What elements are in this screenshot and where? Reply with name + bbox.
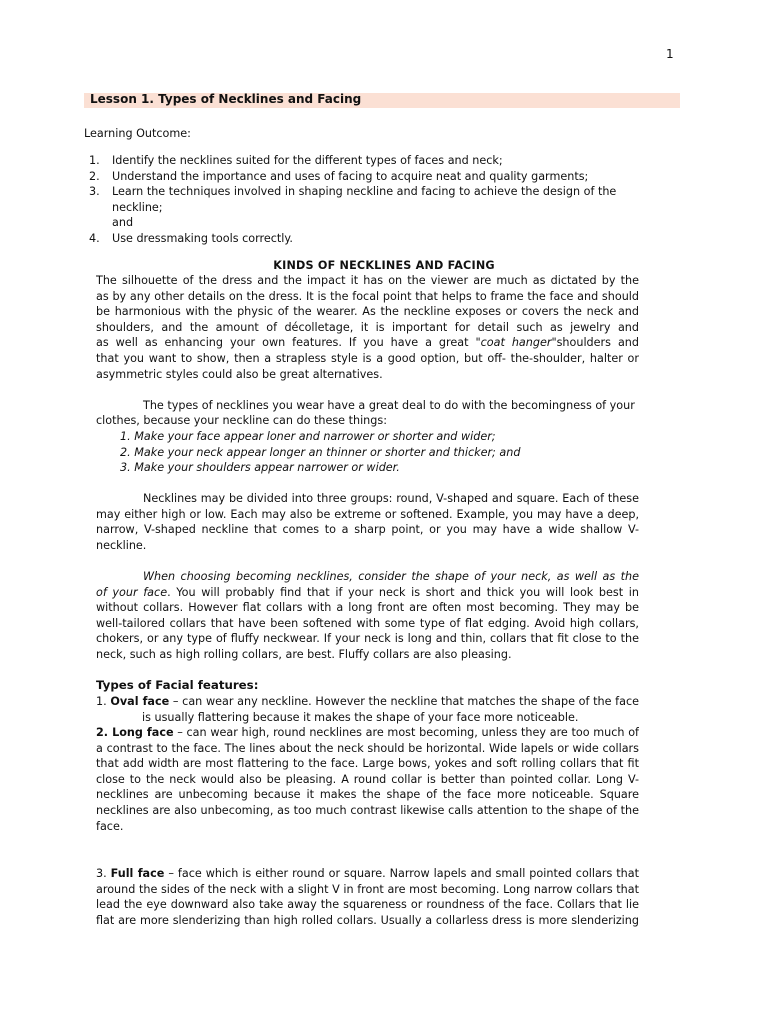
lesson-title: Lesson 1. Types of Necklines and Facing — [90, 92, 362, 106]
outcome-item: 4. Use dressmaking tools correctly. — [89, 231, 293, 245]
oval-face-entry: 1. Oval face – can wear any neckline. However the neckline that matches the shape of the face is usually flattering because it makes the shape of your face more noticeable. — [96, 695, 639, 724]
neckline-effect-item: 3. Make your shoulders appear narrower or wider. — [120, 461, 400, 474]
full-face-entry: 3. Full face – face which is either round or square. Narrow lapels and small pointed collars that around the sides of the neck with a slight V in front are most becoming. Long narrow collars that lead the eye downward also take away the squareness or roundness of the face. Collars that lie flat are more slenderizing than high rolled collars. Usually a collarless dress is more slenderizing — [96, 867, 639, 927]
paragraph-types-line1: The types of necklines you wear have a great deal to do with the becomingness of your — [143, 399, 635, 412]
paragraph-types-line2: clothes, because your neckline can do these things: — [96, 414, 387, 427]
paragraph-groups: Necklines may be divided into three groups: round, V-shaped and square. Each of these may either high or low. Each may also be extreme or softened. Example, you may have a deep, narrow, V-shaped neckline that comes to a sharp point, or you may have a wide shallow V- neckline. — [96, 492, 639, 552]
section-heading: KINDS OF NECKLINES AND FACING — [273, 259, 495, 272]
neckline-effect-item: 2. Make your neck appear longer an thinner or shorter and thicker; and — [120, 446, 521, 459]
learning-outcome-label: Learning Outcome: — [84, 127, 191, 140]
neckline-effect-item: 1. Make your face appear loner and narrower or shorter and wider; — [120, 430, 496, 443]
paragraph-silhouette: The silhouette of the dress and the impact it has on the viewer are much as dictated by the as by any other details on the dress. It is the focal point that helps to frame the face and should be harmonious with the physic of the wearer. As the neckline exposes or covers the neck and shoulders, and the amount of décolletage, it is important for detail such as jewelry and as well as enhancing your own features. If you have a great "coat hanger"shoulders and that you want to show, then a strapless style is a good option, but off- the-shoulder, halter or asymmetric styles could also be great alternatives. — [96, 274, 639, 381]
outcome-item: 1. Identify the necklines suited for the different types of faces and neck; — [89, 154, 503, 167]
paragraph-choosing: When choosing becoming necklines, consider the shape of your neck, as well as the of your face. You will probably find that if your neck is short and thick you will look best in without collars. However flat collars with a long front are often most becoming. They may be well-tailored collars that have been softened with some type of flat edging. Avoid high collars, chokers, or any type of fluffy neckwear. If your neck is long and thin, collars that fit close to the neck, such as high rolling collars, are best. Fluffy collars are also pleasing. — [96, 570, 639, 661]
long-face-entry: 2. Long face – can wear high, round necklines are most becoming, unless they are too much of a contrast to the face. The lines about the neck should be horizontal. Wide lapels or wide collars that add width are most flattering to the face. Large bows, yokes and soft rolling collars that fit close to the neck would also be pleasing. A round collar is better than pointed collar. Long V- necklines are unbecoming because it makes the shape of the face more noticeable. Square necklines are also unbecoming, as too much contrast likewise calls attention to the shape of the face. — [96, 726, 639, 833]
outcome-list — [86, 153, 666, 247]
facial-features-heading: Types of Facial features: — [96, 678, 259, 692]
outcome-item: 2. Understand the importance and uses of facing to acquire neat and quality garments; — [89, 169, 589, 183]
outcome-item: 3. Learn the techniques involved in shaping neckline and facing to achieve the design of the neckline; and — [89, 185, 617, 230]
page-number: 1 — [666, 47, 674, 61]
